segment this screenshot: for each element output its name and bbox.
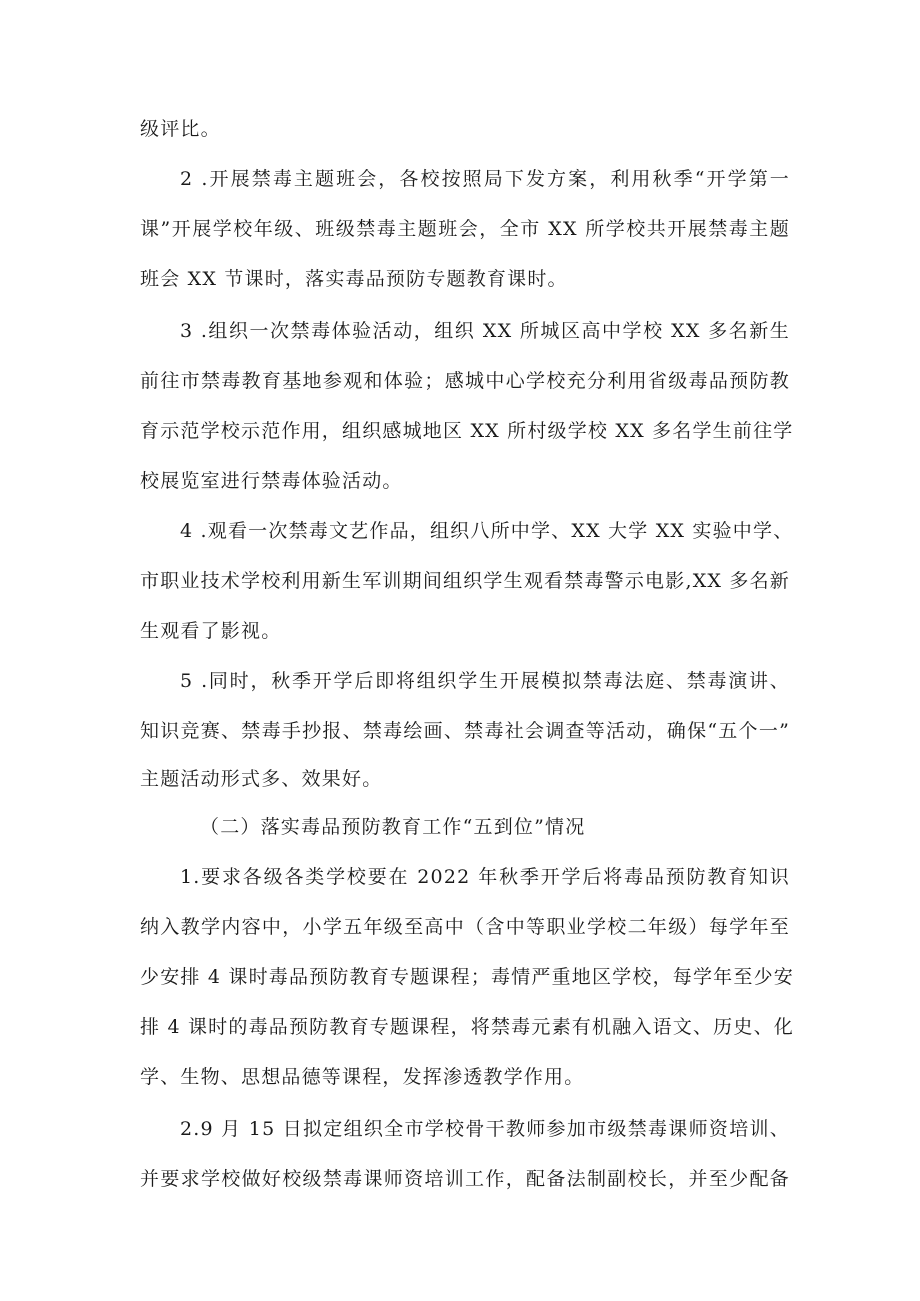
paragraph-4-line-1: 4 .观看一次禁毒文艺作品，组织八所中学、XX 大学 XX 实验中学、	[180, 520, 794, 542]
paragraph-5-line-1: 5 .同时，秋季开学后即将组织学生开展模拟禁毒法庭、禁毒演讲、	[180, 670, 790, 692]
paragraph-4-line-3: 生观看了影视。	[140, 620, 282, 642]
paragraph-6-line-5: 学、生物、思想品德等课程，发挥渗透教学作用。	[140, 1066, 585, 1088]
paragraph-2-line-3: 班会 XX 节课时，落实毒品预防专题教育课时。	[140, 268, 568, 290]
paragraph-3-line-4: 校展览室进行禁毒体验活动。	[140, 470, 403, 492]
paragraph-2-line-2: 课”开展学校年级、班级禁毒主题班会，全市 XX 所学校共开展禁毒主题	[140, 218, 790, 240]
paragraph-2-line-1: 2 .开展禁毒主题班会，各校按照局下发方案，利用秋季“开学第一	[180, 168, 790, 190]
paragraph-4-line-2: 市职业技术学校利用新生军训期间组织学生观看禁毒警示电影,XX 多名新	[140, 570, 790, 592]
paragraph-line-1: 级评比。	[140, 118, 221, 140]
paragraph-7-line-1: 2.9 月 15 日拟定组织全市学校骨干教师参加市级禁毒课师资培训、	[180, 1118, 790, 1140]
paragraph-6-line-4: 排 4 课时的毒品预防教育专题课程，将禁毒元素有机融入语文、历史、化	[140, 1016, 794, 1038]
paragraph-3-line-3: 育示范学校示范作用，组织感城地区 XX 所村级学校 XX 多名学生前往学	[140, 420, 794, 442]
paragraph-3-line-1: 3 .组织一次禁毒体验活动，组织 XX 所城区高中学校 XX 多名新生	[180, 320, 790, 342]
paragraph-7-line-2: 并要求学校做好校级禁毒课师资培训工作，配备法制副校长，并至少配备	[140, 1168, 790, 1190]
paragraph-6-line-2: 纳入教学内容中，小学五年级至高中（含中等职业学校二年级）每学年至	[140, 916, 790, 938]
paragraph-6-line-3: 少安排 4 课时毒品预防教育专题课程；毒情严重地区学校，每学年至少安	[140, 966, 794, 988]
section-heading: （二）落实毒品预防教育工作“五到位”情况	[200, 816, 586, 838]
paragraph-6-line-1: 1.要求各级各类学校要在 2022 年秋季开学后将毒品预防教育知识	[180, 866, 790, 888]
paragraph-5-line-2: 知识竞赛、禁毒手抄报、禁毒绘画、禁毒社会调查等活动，确保“五个一”	[140, 720, 790, 742]
paragraph-3-line-2: 前往市禁毒教育基地参观和体验；感城中心学校充分利用省级毒品预防教	[140, 370, 790, 392]
paragraph-5-line-3: 主题活动形式多、效果好。	[140, 768, 383, 790]
